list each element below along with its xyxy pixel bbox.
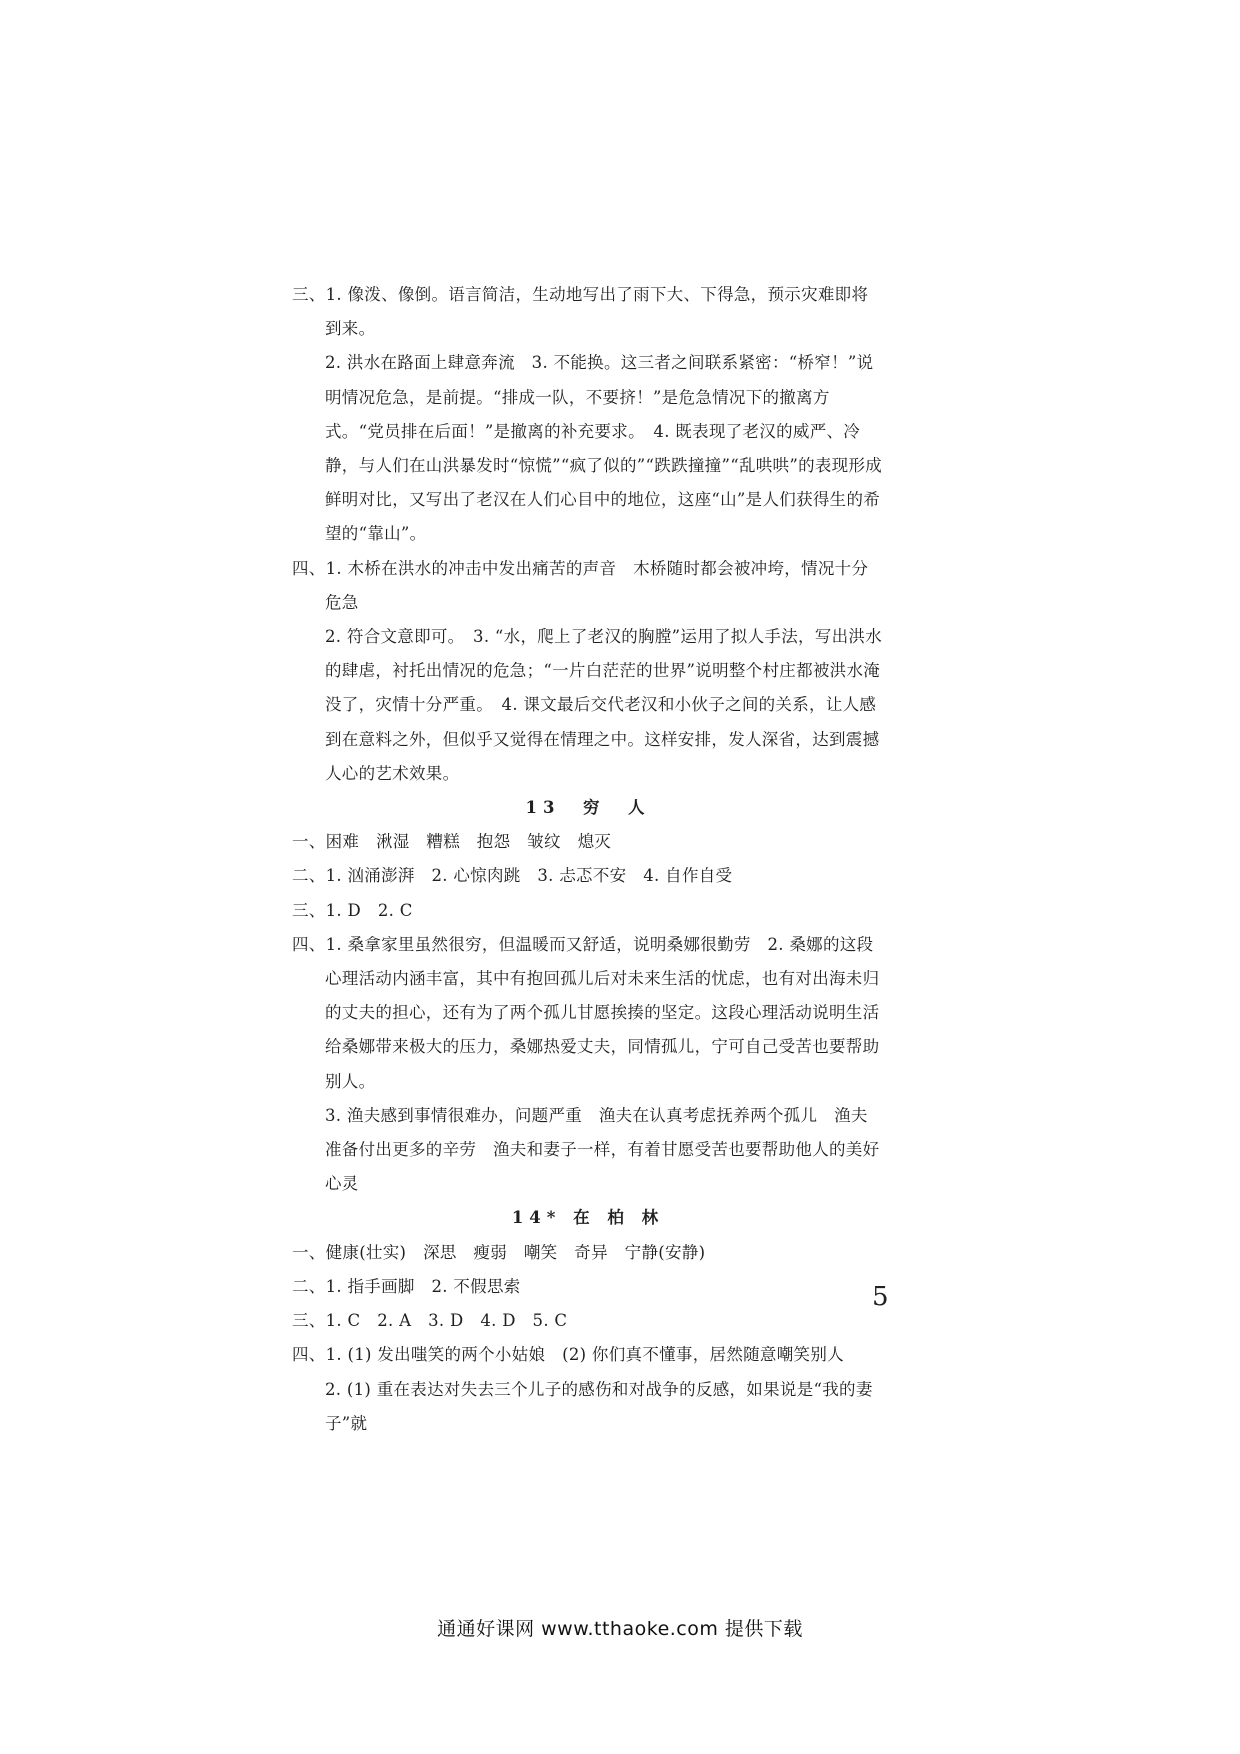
answer-line: 2. (1) 重在表达对失去三个儿子的感伤和对战争的反感，如果说是“我的妻子”就 — [325, 1379, 873, 1433]
answer-line: 二、1. 汹涌澎湃 2. 心惊肉跳 3. 忐忑不安 4. 自作自受 — [292, 866, 733, 886]
answer-line: 2. 洪水在路面上肆意奔流 3. 不能换。这三者之间联系紧密：“桥窄！”说明情况危急，是前提。“排成一队，不要挤！”是危急情况下的撤离方式。“党员排在后面！”是撤离的补充要求。 4. 既表现了老汉的威严、冷静，与人们在山洪暴发时“惊慌”“疯了似的”“跌跌撞撞”“乱哄哄”的表现形成鲜明对比，又写出了老汉在人们心目中的地位，这座“山”是人们获得生的希望的“靠山”。 — [325, 353, 883, 544]
answer-line: 2. 符合文意即可。 3. “水，爬上了老汉的胸膛”运用了拟人手法，写出洪水的肆虐，衬托出情况的危急；“一片白茫茫的世界”说明整个村庄都被洪水淹没了，灾情十分严重。 4. 课文最后交代老汉和小伙子之间的关系，让人感到在意料之外，但似乎又觉得在情理之中。这样安排，发人深省，达到震撼人心的艺术效果。 — [325, 627, 882, 783]
section-title-13: 13 穷 人 — [525, 798, 651, 818]
section-title-14: 14* 在 柏 林 — [511, 1208, 665, 1228]
answer-line: 3. 渔夫感到事情很难办，问题严重 渔夫在认真考虑抚养两个孤儿 渔夫准备付出更多的辛劳 渔夫和妻子一样，有着甘愿受苦也要帮助他人的美好心灵 — [325, 1105, 880, 1194]
answer-content — [292, 278, 884, 1441]
page-number: 5 — [872, 1282, 889, 1312]
answer-line: 三、1. D 2. C — [292, 900, 413, 920]
answer-line: 四、1. 木桥在洪水的冲击中发出痛苦的声音 木桥随时都会被冲垮，情况十分危急 — [292, 558, 869, 612]
answer-line: 三、1. 像泼、像倒。语言简洁，生动地写出了雨下大、下得急，预示灾难即将到来。 — [292, 285, 869, 339]
answer-line: 一、困难 湫湿 糟糕 抱怨 皱纹 熄灭 — [292, 832, 612, 852]
footer-credit: 通通好课网 www.tthaoke.com 提供下载 — [437, 1618, 803, 1640]
answer-line: 一、健康(壮实) 深思 瘦弱 嘲笑 奇异 宁静(安静) — [292, 1242, 706, 1262]
answer-line: 四、1. 桑拿家里虽然很穷，但温暖而又舒适，说明桑娜很勤劳 2. 桑娜的这段心理活动内涵丰富，其中有抱回孤儿后对未来生活的忧虑，也有对出海未归的丈夫的担心，还有为了两个孤儿甘愿挨揍的坚定。这段心理活动说明生活给桑娜带来极大的压力，桑娜热爱丈夫，同情孤儿，宁可自己受苦也要帮助别人。 — [292, 934, 880, 1091]
answer-line: 四、1. (1) 发出嗤笑的两个小姑娘 (2) 你们真不懂事，居然随意嘲笑别人 — [292, 1345, 844, 1365]
answer-line: 二、1. 指手画脚 2. 不假思索 — [292, 1276, 521, 1296]
answer-line: 三、1. C 2. A 3. D 4. D 5. C — [292, 1311, 568, 1331]
